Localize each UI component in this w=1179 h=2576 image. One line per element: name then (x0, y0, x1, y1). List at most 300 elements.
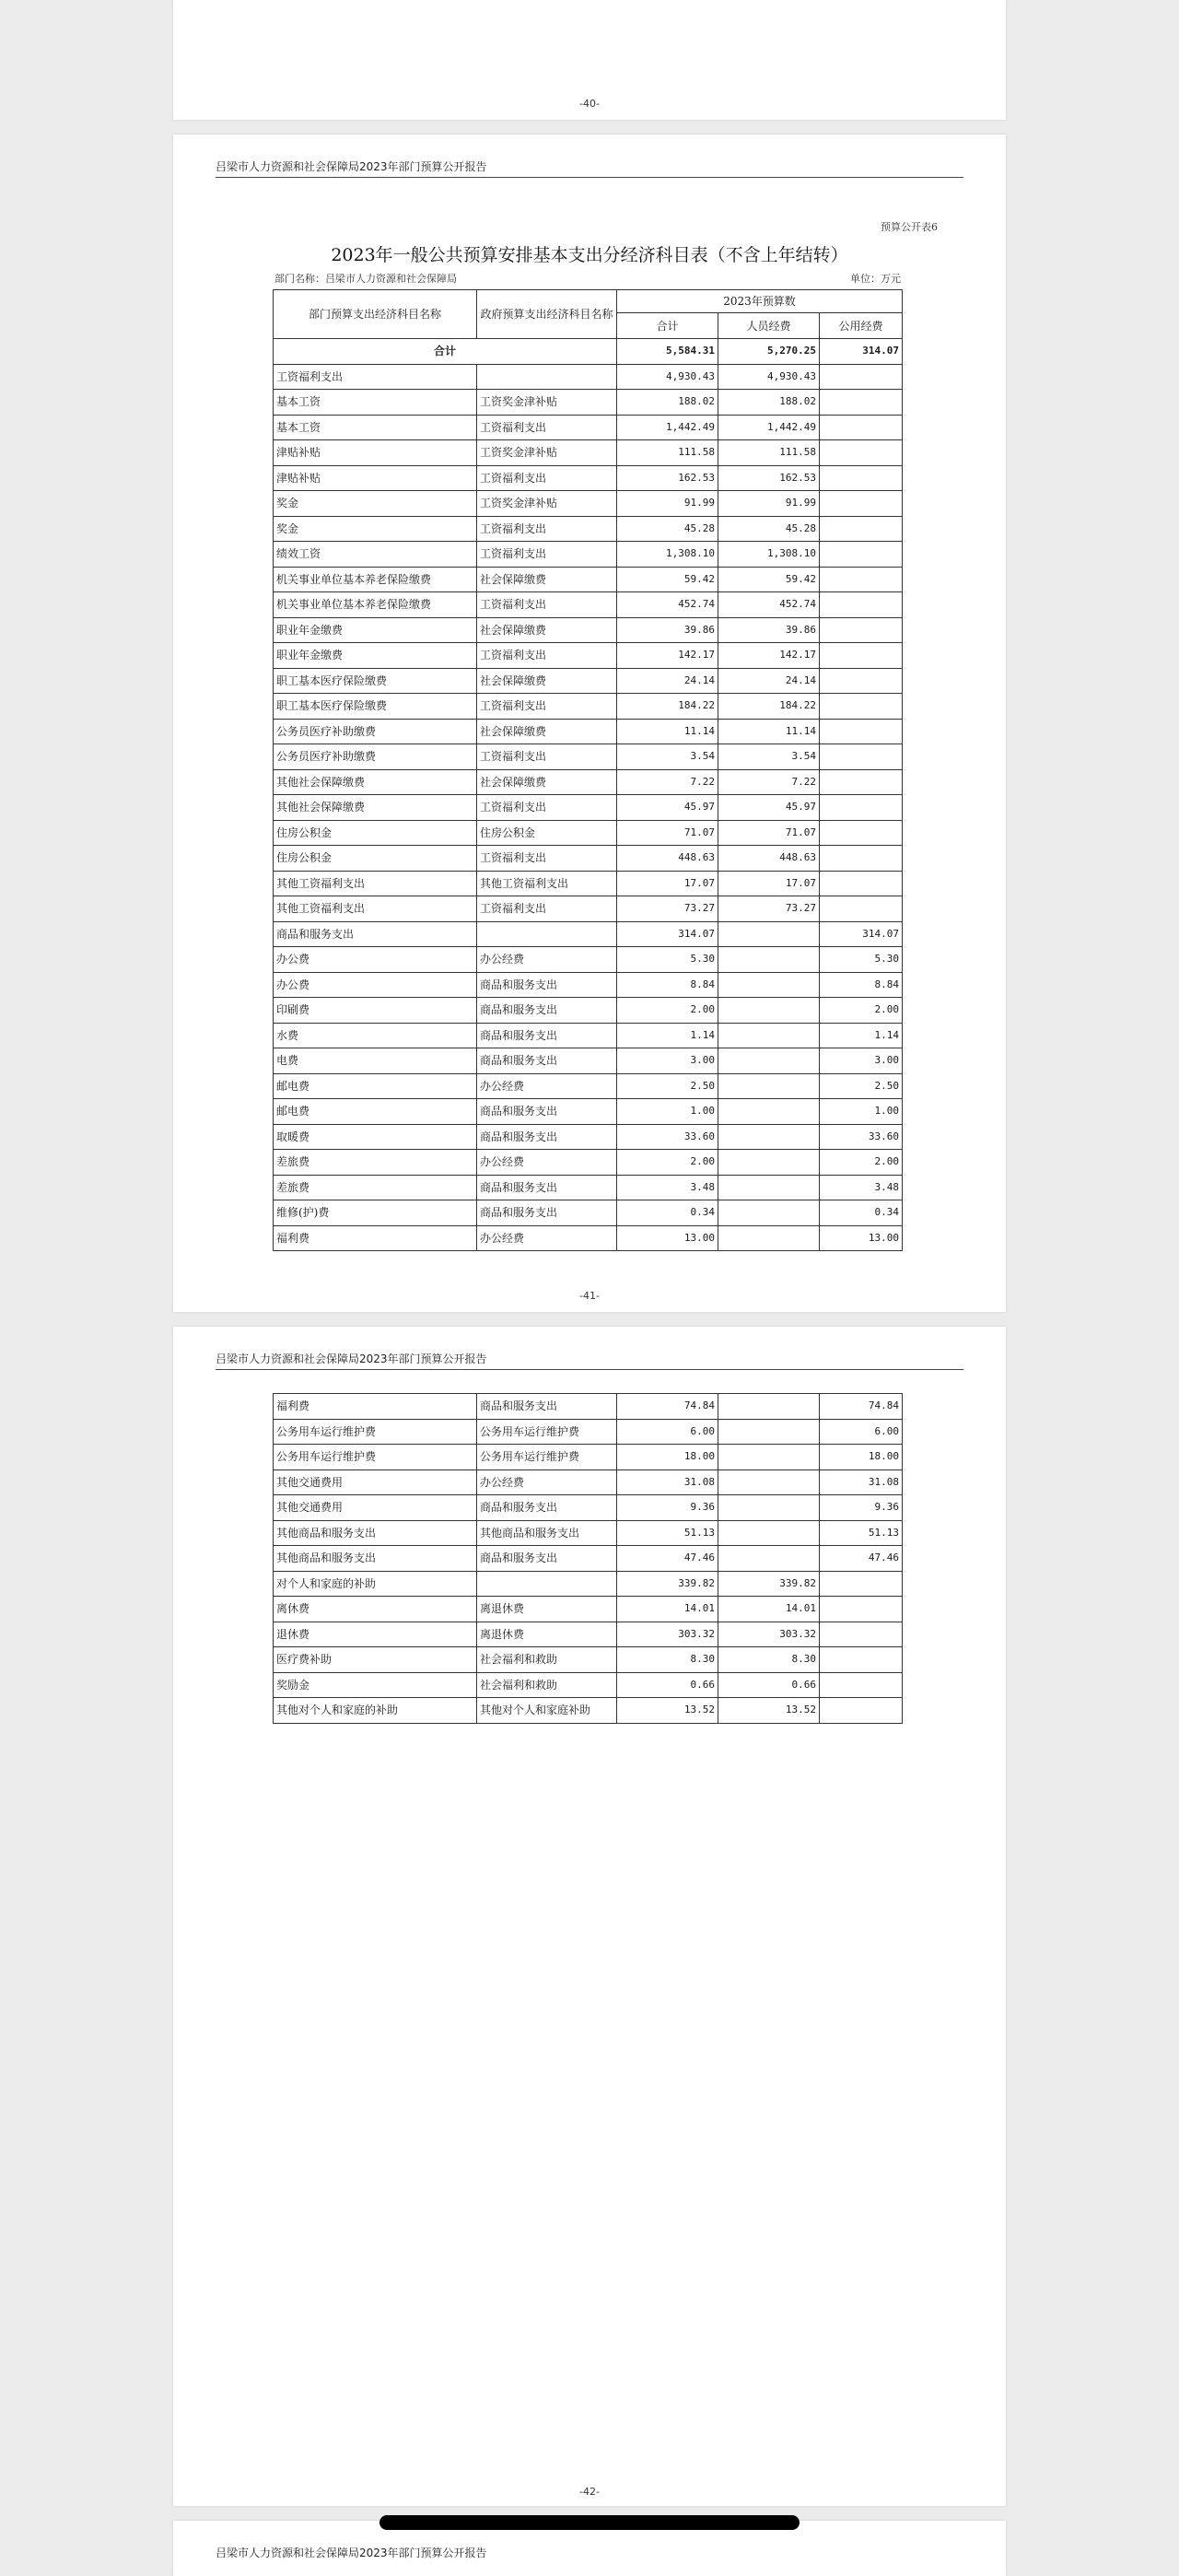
total-cell: 47.46 (617, 1546, 718, 1572)
total-amount: 5,584.31 (617, 339, 718, 365)
personnel-cell: 188.02 (718, 390, 820, 416)
gov-subject-cell: 商品和服务支出 (477, 1099, 617, 1125)
dept-subject-cell: 办公费 (274, 947, 477, 973)
gov-subject-cell: 其他工资福利支出 (477, 871, 617, 896)
gov-subject-cell: 商品和服务支出 (477, 1048, 617, 1074)
public-cell: 47.46 (820, 1546, 903, 1572)
total-cell: 1.14 (617, 1023, 718, 1048)
dept-subject-cell: 职工基本医疗保险缴费 (274, 668, 477, 694)
table-row (274, 1698, 903, 1724)
dept-subject-cell: 差旅费 (274, 1175, 477, 1200)
table-row (274, 1225, 903, 1251)
public-cell: 51.13 (820, 1520, 903, 1546)
table-row (274, 1445, 903, 1470)
table-row (274, 871, 903, 896)
total-cell: 1,308.10 (617, 542, 718, 568)
public-cell (820, 390, 903, 416)
gov-subject-cell: 工资福利支出 (477, 465, 617, 491)
total-cell: 39.86 (617, 617, 718, 643)
gov-subject-cell: 社会福利和救助 (477, 1672, 617, 1698)
personnel-cell: 1,442.49 (718, 415, 820, 440)
gov-subject-cell: 商品和服务支出 (477, 1495, 617, 1521)
personnel-cell: 4,930.43 (718, 364, 820, 390)
table-row (274, 1150, 903, 1176)
col-header-dept-subject: 部门预算支出经济科目名称 (274, 290, 477, 339)
page-42 (173, 1327, 1006, 2506)
personnel-cell: 303.32 (718, 1622, 820, 1647)
total-cell: 162.53 (617, 465, 718, 491)
dept-subject-cell: 取暖费 (274, 1124, 477, 1150)
document-header: 吕梁市人力资源和社会保障局2023年部门预算公开报告 (216, 2547, 487, 2559)
total-cell: 3.48 (617, 1175, 718, 1200)
table-row (274, 1200, 903, 1226)
personnel-cell (718, 1445, 820, 1470)
table-row (274, 1672, 903, 1698)
table-row (274, 820, 903, 846)
table-row (274, 1048, 903, 1074)
personnel-cell: 1,308.10 (718, 542, 820, 568)
department-label: 部门名称：吕梁市人力资源和社会保障局 (274, 273, 457, 285)
gov-subject-cell: 社会保障缴费 (477, 567, 617, 592)
total-cell: 1.00 (617, 1099, 718, 1125)
table-row (274, 1023, 903, 1048)
personnel-cell (718, 921, 820, 947)
page-number: -40- (579, 98, 600, 110)
total-cell: 2.00 (617, 998, 718, 1024)
col-header-budget-group: 2023年预算数 (617, 290, 903, 313)
dept-subject-cell: 津贴补贴 (274, 440, 477, 466)
personnel-cell (718, 1175, 820, 1200)
total-public: 314.07 (820, 339, 903, 365)
table-row (274, 1124, 903, 1150)
table-row (274, 1073, 903, 1099)
total-cell: 5.30 (617, 947, 718, 973)
table-row (274, 1419, 903, 1445)
public-cell (820, 871, 903, 896)
public-cell: 18.00 (820, 1445, 903, 1470)
table-row (274, 896, 903, 922)
gov-subject-cell: 商品和服务支出 (477, 998, 617, 1024)
dept-subject-cell: 职业年金缴费 (274, 617, 477, 643)
total-cell: 9.36 (617, 1495, 718, 1521)
personnel-cell: 59.42 (718, 567, 820, 592)
gov-subject-cell: 住房公积金 (477, 820, 617, 846)
document-header: 吕梁市人力资源和社会保障局2023年部门预算公开报告 (216, 1351, 963, 1370)
personnel-cell: 45.28 (718, 516, 820, 542)
total-cell: 59.42 (617, 567, 718, 592)
gov-subject-cell: 商品和服务支出 (477, 1546, 617, 1572)
dept-subject-cell: 奖金 (274, 516, 477, 542)
table-row (274, 567, 903, 592)
table-row (274, 542, 903, 568)
dept-subject-cell: 绩效工资 (274, 542, 477, 568)
personnel-cell: 91.99 (718, 491, 820, 517)
personnel-cell: 7.22 (718, 769, 820, 795)
public-cell (820, 694, 903, 720)
page-number: -41- (579, 1290, 600, 1302)
dept-subject-cell: 邮电费 (274, 1099, 477, 1125)
personnel-cell (718, 1225, 820, 1251)
table-row (274, 1571, 903, 1597)
public-cell (820, 1647, 903, 1673)
dept-subject-cell: 工资福利支出 (274, 364, 477, 390)
total-cell: 91.99 (617, 491, 718, 517)
unit-label: 单位：万元 (850, 273, 901, 285)
dept-subject-cell: 其他交通费用 (274, 1495, 477, 1521)
public-cell: 2.00 (820, 1150, 903, 1176)
total-cell: 111.58 (617, 440, 718, 466)
dept-subject-cell: 差旅费 (274, 1150, 477, 1176)
total-cell: 24.14 (617, 668, 718, 694)
public-cell (820, 668, 903, 694)
dept-subject-cell: 奖励金 (274, 1672, 477, 1698)
public-cell: 31.08 (820, 1469, 903, 1495)
gov-subject-cell: 工资奖金津补贴 (477, 440, 617, 466)
table-row (274, 1394, 903, 1420)
total-cell: 188.02 (617, 390, 718, 416)
dept-subject-cell: 办公费 (274, 972, 477, 998)
gov-subject-cell: 社会保障缴费 (477, 719, 617, 744)
gov-subject-cell: 公务用车运行维护费 (477, 1445, 617, 1470)
personnel-cell: 448.63 (718, 846, 820, 872)
gov-subject-cell: 办公经费 (477, 1073, 617, 1099)
dept-subject-cell: 机关事业单位基本养老保险缴费 (274, 567, 477, 592)
gov-subject-cell: 工资福利支出 (477, 744, 617, 770)
personnel-cell: 162.53 (718, 465, 820, 491)
table-row (274, 1175, 903, 1200)
gov-subject-cell: 商品和服务支出 (477, 1124, 617, 1150)
gov-subject-cell: 工资福利支出 (477, 896, 617, 922)
public-cell (820, 1597, 903, 1622)
dept-subject-cell: 维修(护)费 (274, 1200, 477, 1226)
gov-subject-cell: 商品和服务支出 (477, 972, 617, 998)
public-cell (820, 567, 903, 592)
public-cell: 2.00 (820, 998, 903, 1024)
public-cell: 33.60 (820, 1124, 903, 1150)
gov-subject-cell: 办公经费 (477, 1469, 617, 1495)
total-cell: 303.32 (617, 1622, 718, 1647)
gov-subject-cell: 工资福利支出 (477, 694, 617, 720)
budget-table-continued (273, 1393, 903, 1724)
dept-subject-cell: 公务员医疗补助缴费 (274, 719, 477, 744)
public-cell: 8.84 (820, 972, 903, 998)
table-row (274, 440, 903, 466)
personnel-cell: 45.97 (718, 795, 820, 821)
total-cell: 31.08 (617, 1469, 718, 1495)
public-cell (820, 744, 903, 770)
col-header-personnel: 人员经费 (718, 313, 820, 339)
public-cell: 3.48 (820, 1175, 903, 1200)
gov-subject-cell: 离退休费 (477, 1597, 617, 1622)
total-cell: 74.84 (617, 1394, 718, 1420)
total-cell: 13.00 (617, 1225, 718, 1251)
dept-subject-cell: 其他工资福利支出 (274, 871, 477, 896)
dept-subject-cell: 其他社会保障缴费 (274, 769, 477, 795)
public-cell (820, 1672, 903, 1698)
dept-subject-cell: 其他社会保障缴费 (274, 795, 477, 821)
total-cell: 0.34 (617, 1200, 718, 1226)
table-row (274, 592, 903, 618)
total-cell: 0.66 (617, 1672, 718, 1698)
total-row (274, 339, 903, 365)
total-label: 合计 (274, 339, 617, 365)
dept-subject-cell: 福利费 (274, 1225, 477, 1251)
total-cell: 448.63 (617, 846, 718, 872)
public-cell: 74.84 (820, 1394, 903, 1420)
personnel-cell (718, 1419, 820, 1445)
dept-subject-cell: 职工基本医疗保险缴费 (274, 694, 477, 720)
gov-subject-cell: 工资福利支出 (477, 846, 617, 872)
total-cell: 33.60 (617, 1124, 718, 1150)
dept-subject-cell: 其他交通费用 (274, 1469, 477, 1495)
col-header-public: 公用经费 (820, 313, 903, 339)
total-cell: 51.13 (617, 1520, 718, 1546)
gov-subject-cell: 办公经费 (477, 1150, 617, 1176)
personnel-cell: 14.01 (718, 1597, 820, 1622)
personnel-cell (718, 1495, 820, 1521)
form-number: 预算公开表6 (881, 221, 938, 233)
table-row (274, 465, 903, 491)
personnel-cell: 11.14 (718, 719, 820, 744)
gov-subject-cell (477, 1571, 617, 1597)
total-cell: 1,442.49 (617, 415, 718, 440)
dept-subject-cell: 印刷费 (274, 998, 477, 1024)
total-cell: 45.28 (617, 516, 718, 542)
table-row (274, 415, 903, 440)
gov-subject-cell: 工资奖金津补贴 (477, 390, 617, 416)
table-row (274, 617, 903, 643)
gov-subject-cell: 工资福利支出 (477, 516, 617, 542)
table-row (274, 1546, 903, 1572)
public-cell: 9.36 (820, 1495, 903, 1521)
personnel-cell (718, 1394, 820, 1420)
gov-subject-cell: 商品和服务支出 (477, 1200, 617, 1226)
public-cell (820, 465, 903, 491)
personnel-cell: 111.58 (718, 440, 820, 466)
table-row (274, 1647, 903, 1673)
gov-subject-cell: 社会保障缴费 (477, 617, 617, 643)
col-header-total: 合计 (617, 313, 718, 339)
personnel-cell (718, 1546, 820, 1572)
total-cell: 2.00 (617, 1150, 718, 1176)
gov-subject-cell: 社会福利和救助 (477, 1647, 617, 1673)
public-cell: 6.00 (820, 1419, 903, 1445)
page-40 (173, 0, 1006, 120)
total-cell: 3.00 (617, 1048, 718, 1074)
total-cell: 339.82 (617, 1571, 718, 1597)
total-cell: 184.22 (617, 694, 718, 720)
public-cell (820, 364, 903, 390)
public-cell (820, 896, 903, 922)
home-indicator[interactable] (379, 2515, 800, 2530)
gov-subject-cell: 其他商品和服务支出 (477, 1520, 617, 1546)
table-row (274, 491, 903, 517)
public-cell (820, 440, 903, 466)
total-cell: 8.30 (617, 1647, 718, 1673)
gov-subject-cell (477, 364, 617, 390)
public-cell (820, 516, 903, 542)
dept-subject-cell: 商品和服务支出 (274, 921, 477, 947)
table-row (274, 694, 903, 720)
total-cell: 142.17 (617, 643, 718, 669)
total-cell: 71.07 (617, 820, 718, 846)
gov-subject-cell: 商品和服务支出 (477, 1023, 617, 1048)
table-row (274, 1520, 903, 1546)
personnel-cell (718, 947, 820, 973)
total-cell: 8.84 (617, 972, 718, 998)
dept-subject-cell: 其他商品和服务支出 (274, 1520, 477, 1546)
public-cell (820, 1571, 903, 1597)
public-cell: 314.07 (820, 921, 903, 947)
gov-subject-cell: 商品和服务支出 (477, 1175, 617, 1200)
total-cell: 314.07 (617, 921, 718, 947)
public-cell (820, 617, 903, 643)
dept-subject-cell: 住房公积金 (274, 846, 477, 872)
personnel-cell (718, 1469, 820, 1495)
gov-subject-cell: 工资福利支出 (477, 795, 617, 821)
public-cell (820, 769, 903, 795)
gov-subject-cell (477, 921, 617, 947)
public-cell (820, 415, 903, 440)
table-row (274, 1495, 903, 1521)
personnel-cell: 142.17 (718, 643, 820, 669)
dept-subject-cell: 其他工资福利支出 (274, 896, 477, 922)
personnel-cell: 0.66 (718, 1672, 820, 1698)
personnel-cell (718, 1124, 820, 1150)
public-cell (820, 846, 903, 872)
total-cell: 73.27 (617, 896, 718, 922)
total-cell: 2.50 (617, 1073, 718, 1099)
public-cell (820, 592, 903, 618)
public-cell (820, 1698, 903, 1724)
personnel-cell: 24.14 (718, 668, 820, 694)
table-row (274, 1597, 903, 1622)
page-number: -42- (579, 2486, 600, 2498)
dept-subject-cell: 对个人和家庭的补助 (274, 1571, 477, 1597)
dept-subject-cell: 其他商品和服务支出 (274, 1546, 477, 1572)
gov-subject-cell: 工资福利支出 (477, 592, 617, 618)
table-row (274, 1099, 903, 1125)
page-41 (173, 135, 1006, 1312)
table-row (274, 668, 903, 694)
total-cell: 7.22 (617, 769, 718, 795)
dept-subject-cell: 福利费 (274, 1394, 477, 1420)
col-header-gov-subject: 政府预算支出经济科目名称 (477, 290, 617, 339)
personnel-cell: 17.07 (718, 871, 820, 896)
table-row (274, 719, 903, 744)
personnel-cell: 71.07 (718, 820, 820, 846)
total-cell: 18.00 (617, 1445, 718, 1470)
dept-subject-cell: 基本工资 (274, 390, 477, 416)
table-title: 2023年一般公共预算安排基本支出分经济科目表（不含上年结转） (331, 245, 848, 265)
gov-subject-cell: 工资福利支出 (477, 415, 617, 440)
total-cell: 13.52 (617, 1698, 718, 1724)
personnel-cell (718, 972, 820, 998)
total-cell: 6.00 (617, 1419, 718, 1445)
personnel-cell: 339.82 (718, 1571, 820, 1597)
dept-subject-cell: 基本工资 (274, 415, 477, 440)
public-cell (820, 1622, 903, 1647)
gov-subject-cell: 其他对个人和家庭补助 (477, 1698, 617, 1724)
public-cell: 0.34 (820, 1200, 903, 1226)
table-row (274, 390, 903, 416)
public-cell: 13.00 (820, 1225, 903, 1251)
public-cell (820, 491, 903, 517)
dept-subject-cell: 职业年金缴费 (274, 643, 477, 669)
public-cell: 5.30 (820, 947, 903, 973)
personnel-cell (718, 1073, 820, 1099)
dept-subject-cell: 退休费 (274, 1622, 477, 1647)
public-cell (820, 542, 903, 568)
public-cell: 2.50 (820, 1073, 903, 1099)
total-cell: 11.14 (617, 719, 718, 744)
table-row (274, 364, 903, 390)
total-cell: 17.07 (617, 871, 718, 896)
gov-subject-cell: 社会保障缴费 (477, 769, 617, 795)
table-row (274, 1469, 903, 1495)
dept-subject-cell: 公务员医疗补助缴费 (274, 744, 477, 770)
dept-subject-cell: 津贴补贴 (274, 465, 477, 491)
personnel-cell (718, 1520, 820, 1546)
dept-subject-cell: 奖金 (274, 491, 477, 517)
personnel-cell (718, 1048, 820, 1074)
dept-subject-cell: 住房公积金 (274, 820, 477, 846)
gov-subject-cell: 工资福利支出 (477, 542, 617, 568)
total-cell: 452.74 (617, 592, 718, 618)
personnel-cell: 452.74 (718, 592, 820, 618)
gov-subject-cell: 办公经费 (477, 1225, 617, 1251)
gov-subject-cell: 社会保障缴费 (477, 668, 617, 694)
personnel-cell: 184.22 (718, 694, 820, 720)
gov-subject-cell: 工资奖金津补贴 (477, 491, 617, 517)
document-header: 吕梁市人力资源和社会保障局2023年部门预算公开报告 (216, 158, 963, 178)
table-row (274, 947, 903, 973)
dept-subject-cell: 公务用车运行维护费 (274, 1419, 477, 1445)
total-personnel: 5,270.25 (718, 339, 820, 365)
table-row (274, 921, 903, 947)
table-row (274, 744, 903, 770)
gov-subject-cell: 商品和服务支出 (477, 1394, 617, 1420)
table-row (274, 643, 903, 669)
personnel-cell (718, 1023, 820, 1048)
table-row (274, 1622, 903, 1647)
total-cell: 4,930.43 (617, 364, 718, 390)
table-row (274, 795, 903, 821)
dept-subject-cell: 邮电费 (274, 1073, 477, 1099)
dept-subject-cell: 水费 (274, 1023, 477, 1048)
total-cell: 3.54 (617, 744, 718, 770)
table-row (274, 972, 903, 998)
budget-table (273, 289, 903, 1251)
gov-subject-cell: 公务用车运行维护费 (477, 1419, 617, 1445)
personnel-cell: 73.27 (718, 896, 820, 922)
gov-subject-cell: 离退休费 (477, 1622, 617, 1647)
personnel-cell: 39.86 (718, 617, 820, 643)
personnel-cell (718, 1099, 820, 1125)
dept-subject-cell: 离休费 (274, 1597, 477, 1622)
public-cell: 1.00 (820, 1099, 903, 1125)
personnel-cell (718, 1200, 820, 1226)
public-cell (820, 719, 903, 744)
dept-subject-cell: 医疗费补助 (274, 1647, 477, 1673)
total-cell: 45.97 (617, 795, 718, 821)
table-row (274, 998, 903, 1024)
public-cell (820, 820, 903, 846)
gov-subject-cell: 工资福利支出 (477, 643, 617, 669)
personnel-cell (718, 1150, 820, 1176)
personnel-cell: 8.30 (718, 1647, 820, 1673)
personnel-cell: 3.54 (718, 744, 820, 770)
